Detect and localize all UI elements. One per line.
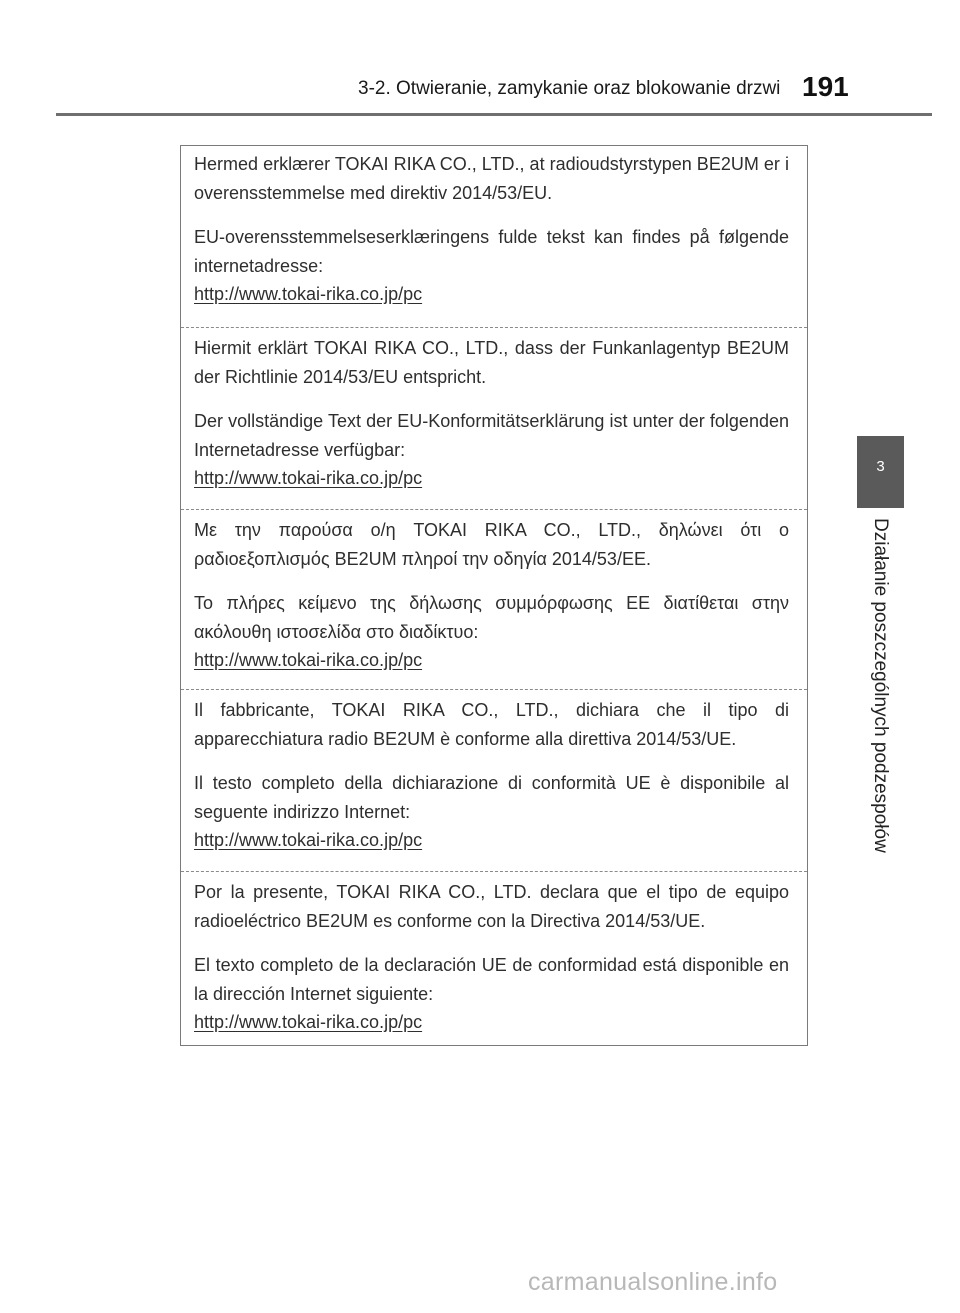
chapter-title: 3-2. Otwieranie, zamykanie oraz blokowanie drzwi — [358, 78, 781, 99]
declaration-link[interactable]: http://www.tokai-rika.co.jp/pc — [194, 284, 423, 304]
watermark: carmanualsonline.info — [528, 1268, 778, 1296]
header-divider — [56, 113, 932, 116]
declaration-box — [180, 145, 808, 1046]
declaration-link[interactable]: http://www.tokai-rika.co.jp/pc — [194, 1012, 423, 1032]
declaration-link[interactable]: http://www.tokai-rika.co.jp/pc — [194, 468, 423, 488]
chapter-side-label: Działanie poszczególnych podzespołów — [870, 518, 891, 853]
declaration-statement: Hiermit erklärt TOKAI RIKA CO., LTD., dass der Funkanlagentyp BE2UM der Richtlinie 2014/53/EU entspricht. — [194, 338, 789, 387]
page-number: 191 — [802, 71, 849, 102]
page-header — [0, 0, 960, 118]
declaration-link[interactable]: http://www.tokai-rika.co.jp/pc — [194, 830, 423, 850]
declaration-link[interactable]: http://www.tokai-rika.co.jp/pc — [194, 650, 423, 670]
chapter-tab-number: 3 — [876, 458, 885, 475]
declaration-section-italian — [181, 689, 807, 871]
declaration-text-availability: EU-overensstemmelseserklæringens fulde tekst kan findes på følgende internetadresse: — [194, 227, 789, 276]
declaration-text-availability: Il testo completo della dichiarazione di conformità UE è disponibile al seguente indirizzo Internet: — [194, 773, 789, 822]
declaration-text-availability: Το πλήρες κείμενο της δήλωσης συμμόρφωσης ΕΕ διατίθεται στην ακόλουθη ιστοσελίδα στο διαδίκτυο: — [194, 593, 789, 642]
declaration-text-availability: Der vollständige Text der EU-Konformitätserklärung ist unter der folgenden Internetadresse verfügbar: — [194, 411, 789, 460]
declaration-section-greek — [181, 509, 807, 689]
declaration-section-spanish — [181, 871, 807, 1044]
declaration-section-german — [181, 327, 807, 509]
declaration-statement: Por la presente, TOKAI RIKA CO., LTD. declara que el tipo de equipo radioeléctrico BE2UM es conforme con la Directiva 2014/53/UE. — [194, 882, 789, 931]
declaration-statement: Hermed erklærer TOKAI RIKA CO., LTD., at radioudstyrstypen BE2UM er i overensstemmelse med direktiv 2014/53/EU. — [194, 154, 789, 203]
declaration-section-danish — [181, 146, 807, 327]
chapter-tab — [857, 436, 904, 508]
declaration-statement: Με την παρούσα ο/η TOKAI RIKA CO., LTD., δηλώνει ότι ο ραδιοεξοπλισμός BE2UM πληροί την οδηγία 2014/53/ΕΕ. — [194, 520, 789, 569]
declaration-statement: Il fabbricante, TOKAI RIKA CO., LTD., dichiara che il tipo di apparecchiatura radio BE2UM è conforme alla direttiva 2014/53/UE. — [194, 700, 789, 749]
declaration-text-availability: El texto completo de la declaración UE de conformidad está disponible en la dirección Internet siguiente: — [194, 955, 789, 1004]
